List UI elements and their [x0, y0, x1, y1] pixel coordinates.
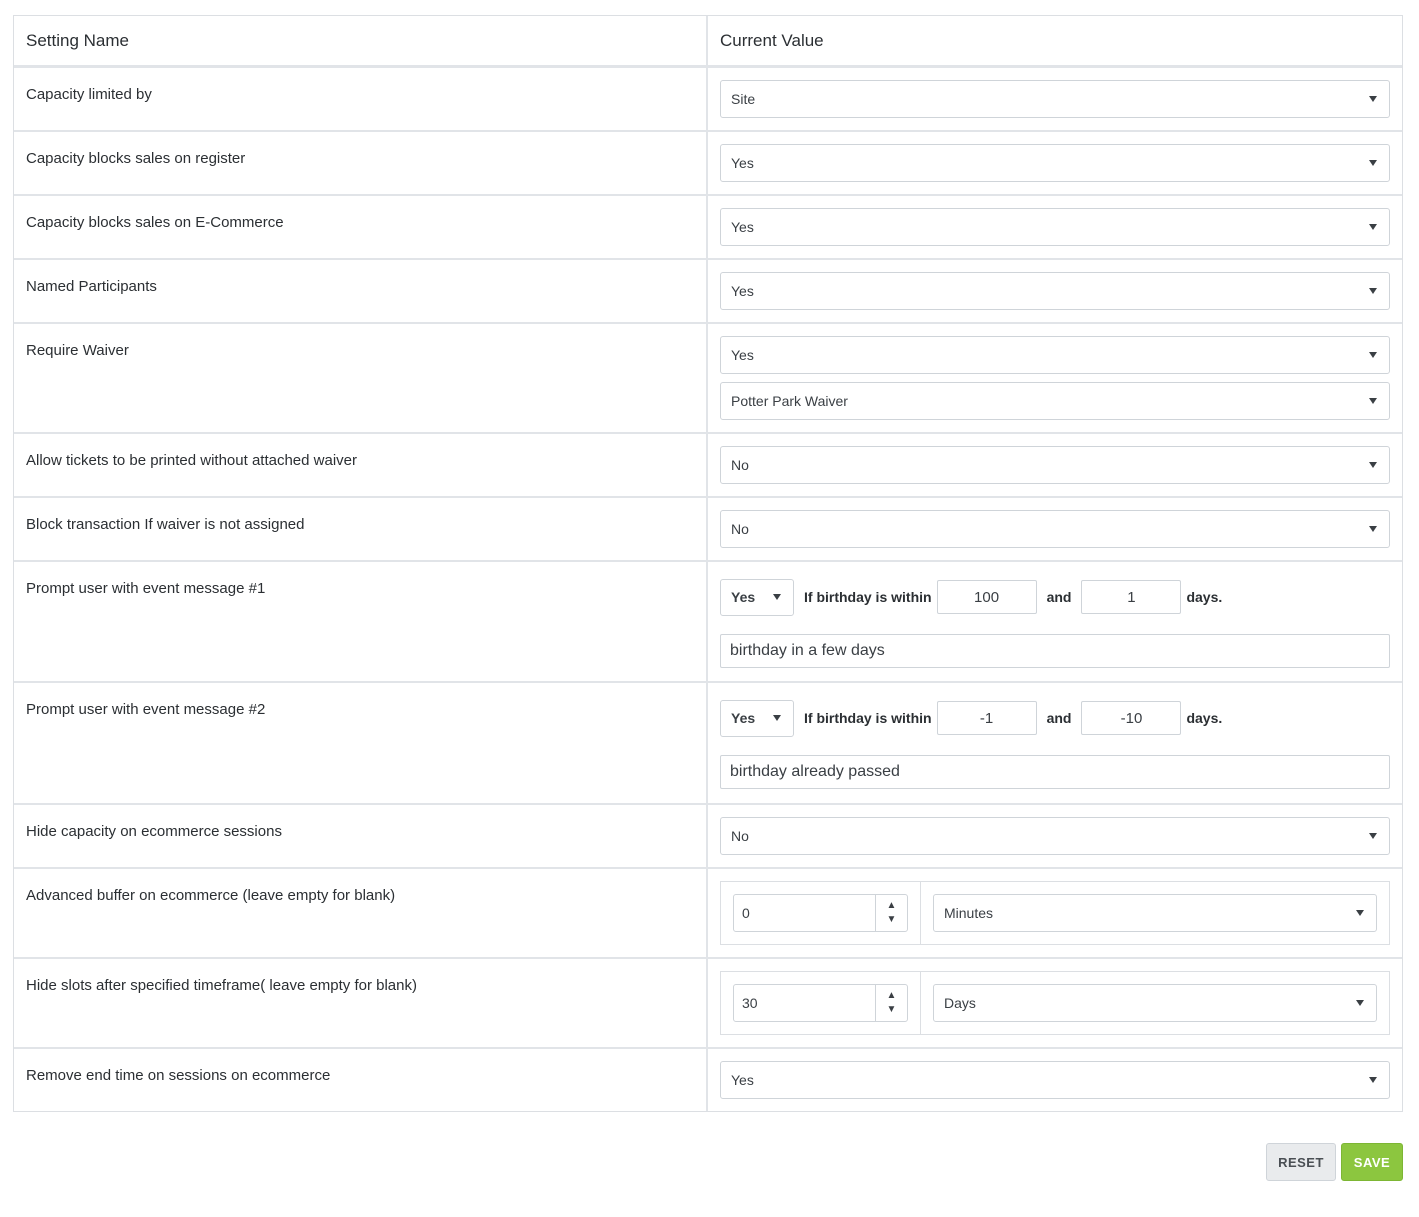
capacity-limited-by-select[interactable] — [720, 80, 1390, 118]
select-value: Yes — [731, 347, 754, 363]
hide-capacity-select[interactable] — [720, 817, 1390, 855]
advanced-buffer-number-input[interactable] — [733, 894, 908, 932]
setting-label: Named Participants — [14, 260, 708, 322]
caret-down-icon — [1369, 288, 1377, 294]
spinner-down-icon[interactable]: ▼ — [886, 1004, 897, 1015]
require-waiver-select[interactable] — [720, 336, 1390, 374]
select-value: No — [731, 828, 749, 844]
prompt1-to-input[interactable]: 1 — [1081, 580, 1181, 614]
caret-down-icon — [1369, 833, 1377, 839]
table-row — [14, 869, 1402, 959]
select-value: Yes — [731, 155, 754, 171]
caret-down-icon — [1356, 1000, 1364, 1006]
spinner-value: 30 — [742, 995, 758, 1011]
select-value: Potter Park Waiver — [731, 393, 848, 409]
select-value: Yes — [731, 219, 754, 235]
caret-down-icon — [1369, 160, 1377, 166]
allow-print-without-waiver-select[interactable] — [720, 446, 1390, 484]
save-button[interactable]: SAVE — [1341, 1143, 1403, 1181]
table-row — [14, 683, 1402, 805]
prompt2-enabled-select[interactable] — [720, 700, 794, 737]
setting-label: Remove end time on sessions on ecommerce — [14, 1049, 708, 1111]
waiver-select[interactable] — [720, 382, 1390, 420]
spinner-arrows[interactable] — [875, 985, 907, 1021]
prompt1-from-input[interactable]: 100 — [937, 580, 1037, 614]
caret-down-icon — [1369, 224, 1377, 230]
table-row — [14, 324, 1402, 434]
prompt1-message-input[interactable]: birthday in a few days — [720, 634, 1390, 668]
caret-down-icon — [1369, 462, 1377, 468]
table-row — [14, 498, 1402, 562]
table-row — [14, 805, 1402, 869]
hide-slots-group — [720, 971, 1390, 1035]
caret-down-icon — [1369, 526, 1377, 532]
setting-label: Prompt user with event message #2 — [14, 683, 708, 803]
days-label: days. — [1186, 589, 1223, 605]
spinner-down-icon[interactable]: ▼ — [886, 914, 897, 925]
setting-label: Capacity blocks sales on register — [14, 132, 708, 194]
setting-label: Prompt user with event message #1 — [14, 562, 708, 681]
remove-end-time-select[interactable] — [720, 1061, 1390, 1099]
block-transaction-select[interactable] — [720, 510, 1390, 548]
birthday-within-label: If birthday is within — [804, 710, 932, 726]
hide-slots-unit-select[interactable] — [933, 984, 1377, 1022]
settings-table — [13, 15, 1403, 1112]
setting-label: Require Waiver — [14, 324, 708, 432]
caret-down-icon — [1369, 398, 1377, 404]
birthday-within-label: If birthday is within — [804, 589, 932, 605]
caret-down-icon — [1369, 96, 1377, 102]
advanced-buffer-group — [720, 881, 1390, 945]
select-value: No — [731, 457, 749, 473]
spinner-up-icon[interactable]: ▲ — [886, 990, 897, 1001]
table-row — [14, 260, 1402, 324]
form-actions — [1266, 1143, 1403, 1181]
and-label: and — [1046, 710, 1072, 726]
capacity-blocks-ecommerce-select[interactable] — [720, 208, 1390, 246]
setting-label: Hide capacity on ecommerce sessions — [14, 805, 708, 867]
spinner-up-icon[interactable]: ▲ — [886, 900, 897, 911]
table-row — [14, 959, 1402, 1049]
setting-label: Allow tickets to be printed without attached waiver — [14, 434, 708, 496]
caret-down-icon — [1356, 910, 1364, 916]
table-row — [14, 1049, 1402, 1112]
column-header-current-value: Current Value — [720, 31, 824, 50]
caret-down-icon — [1369, 1077, 1377, 1083]
table-header — [14, 16, 1402, 68]
select-value: Yes — [731, 710, 756, 726]
setting-label: Hide slots after specified timeframe( leave empty for blank) — [14, 959, 708, 1047]
select-value: Site — [731, 91, 756, 107]
days-label: days. — [1186, 710, 1223, 726]
spinner-arrows[interactable] — [875, 895, 907, 931]
hide-slots-number-input[interactable] — [733, 984, 908, 1022]
prompt1-enabled-select[interactable] — [720, 579, 794, 616]
prompt2-from-input[interactable]: -1 — [937, 701, 1037, 735]
select-value: Days — [944, 995, 976, 1011]
table-row — [14, 434, 1402, 498]
caret-down-icon — [1369, 352, 1377, 358]
prompt2-to-input[interactable]: -10 — [1081, 701, 1181, 735]
reset-button[interactable]: RESET — [1266, 1143, 1336, 1181]
column-header-setting-name: Setting Name — [14, 16, 708, 65]
table-row — [14, 68, 1402, 132]
table-row — [14, 562, 1402, 683]
caret-down-icon — [773, 594, 781, 600]
and-label: and — [1046, 589, 1072, 605]
select-value: Yes — [731, 589, 756, 605]
setting-label: Capacity limited by — [14, 68, 708, 130]
capacity-blocks-register-select[interactable] — [720, 144, 1390, 182]
setting-label: Block transaction If waiver is not assigned — [14, 498, 708, 560]
table-row — [14, 132, 1402, 196]
select-value: Yes — [731, 1072, 754, 1088]
prompt2-message-input[interactable]: birthday already passed — [720, 755, 1390, 789]
spinner-value: 0 — [742, 905, 750, 921]
select-value: Minutes — [944, 905, 994, 921]
select-value: No — [731, 521, 749, 537]
setting-label: Capacity blocks sales on E-Commerce — [14, 196, 708, 258]
caret-down-icon — [773, 715, 781, 721]
named-participants-select[interactable] — [720, 272, 1390, 310]
select-value: Yes — [731, 283, 754, 299]
setting-label: Advanced buffer on ecommerce (leave empty for blank) — [14, 869, 708, 957]
advanced-buffer-unit-select[interactable] — [933, 894, 1377, 932]
table-row — [14, 196, 1402, 260]
